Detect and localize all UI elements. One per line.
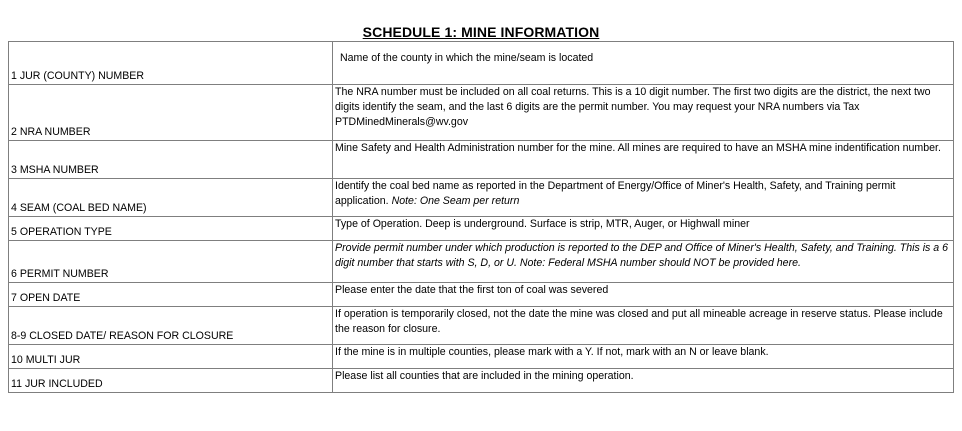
field-description: If the mine is in multiple counties, please mark with a Y. If not, mark with an N or leave blank.	[333, 345, 954, 369]
table-row	[9, 307, 954, 345]
field-label: 1 JUR (COUNTY) NUMBER	[9, 42, 333, 85]
mine-information-table	[8, 41, 954, 393]
table-row	[9, 345, 954, 369]
table-row	[9, 179, 954, 217]
table-row	[9, 42, 954, 85]
table-row	[9, 217, 954, 241]
field-label: 2 NRA NUMBER	[9, 85, 333, 141]
field-description: If operation is temporarily closed, not the date the mine was closed and put all mineable acreage in reserve status. Please include the reason for closure.	[333, 307, 954, 345]
field-description: Mine Safety and Health Administration number for the mine. All mines are required to have an MSHA mine indentification number.	[333, 141, 954, 179]
table-row	[9, 241, 954, 283]
field-description-cell	[333, 179, 954, 217]
field-note: Note: One Seam per return	[391, 195, 520, 207]
field-label: 8-9 CLOSED DATE/ REASON FOR CLOSURE	[9, 307, 333, 345]
table-row	[9, 141, 954, 179]
field-label: 4 SEAM (COAL BED NAME)	[9, 179, 333, 217]
schedule-title: SCHEDULE 1: MINE INFORMATION	[362, 24, 600, 40]
field-label: 3 MSHA NUMBER	[9, 141, 333, 179]
field-description: Provide permit number under which production is reported to the DEP and Office of Miner's Health, Safety, and Training. This is a 6 digit number that starts with S, D, or U. Note: Federal MSHA number should NOT be provided here.	[333, 241, 954, 283]
field-label: 10 MULTI JUR	[9, 345, 333, 369]
field-description: Please enter the date that the first ton of coal was severed	[333, 283, 954, 307]
field-label: 7 OPEN DATE	[9, 283, 333, 307]
field-description: Identify the coal bed name as reported in the Department of Energy/Office of Miner's Health, Safety, and Training permit application.	[335, 180, 896, 207]
field-label: 6 PERMIT NUMBER	[9, 241, 333, 283]
table-row	[9, 283, 954, 307]
field-description: Name of the county in which the mine/seam is located	[333, 42, 954, 85]
field-label: 5 OPERATION TYPE	[9, 217, 333, 241]
field-description: The NRA number must be included on all coal returns. This is a 10 digit number. The first two digits are the district, the next two digits identify the seam, and the last 6 digits are the permit number. You may request your NRA numbers via Tax PTDMinedMinerals@wv.gov	[333, 85, 954, 141]
table-row	[9, 369, 954, 393]
field-label: 11 JUR INCLUDED	[9, 369, 333, 393]
field-description: Please list all counties that are included in the mining operation.	[333, 369, 954, 393]
table-row	[9, 85, 954, 141]
field-description: Type of Operation. Deep is underground. Surface is strip, MTR, Auger, or Highwall miner	[333, 217, 954, 241]
